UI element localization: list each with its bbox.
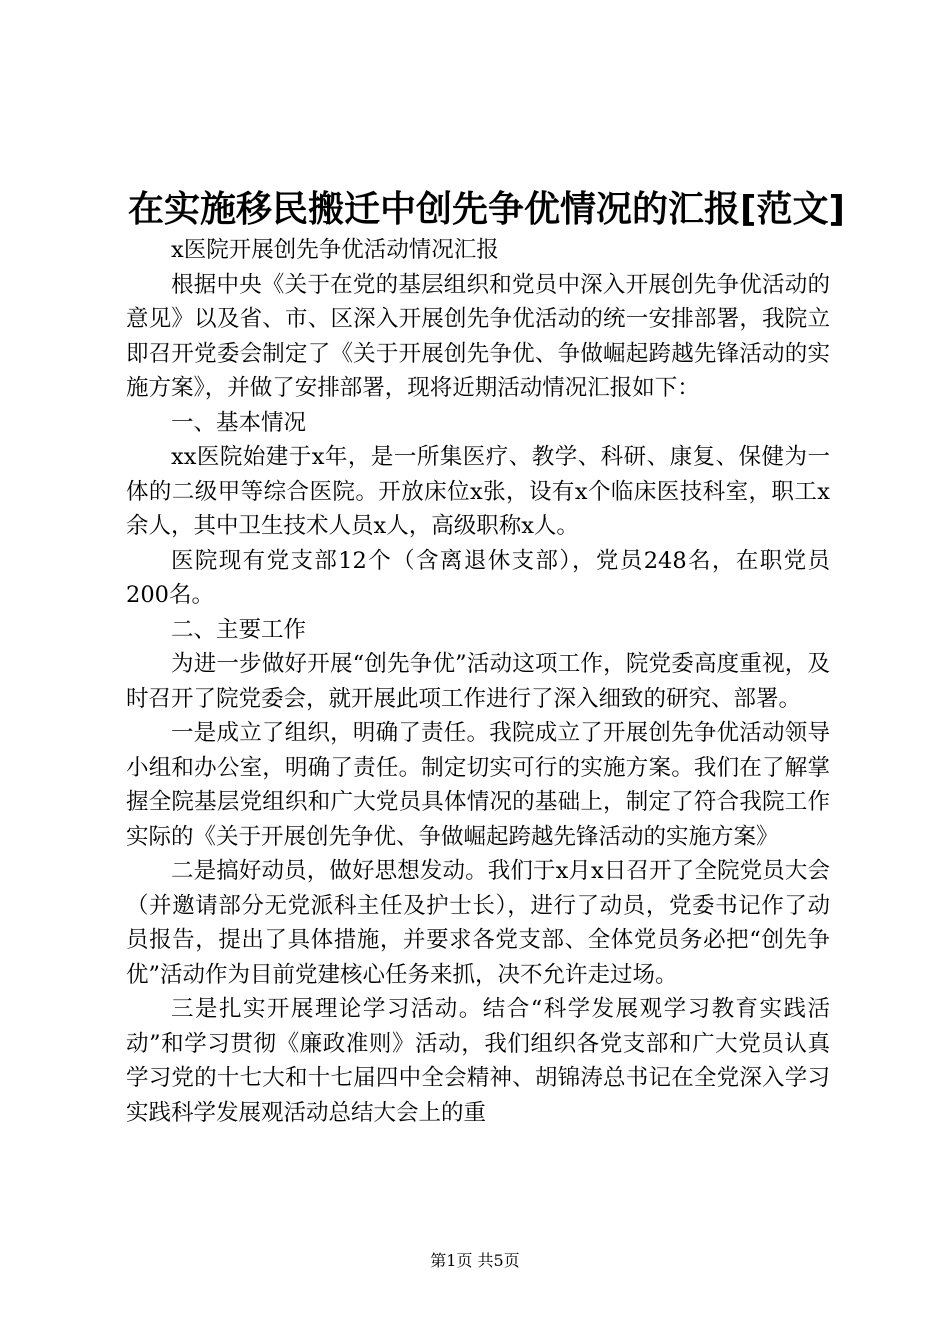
paragraph: 二是搞好动员，做好思想发动。我们于x月x日召开了全院党员大会（并邀请部分无党派科主任及护士长），进行了动员，党委书记作了动员报告，提出了具体措施，并要求各党支部、全体党员务必把“创先争优”活动作为目前党建核心任务来抓，决不允许走过场。 — [126, 858, 830, 988]
paragraph: 根据中央《关于在党的基层组织和党员中深入开展创先争优活动的意见》以及省、市、区深入开展创先争优活动的统一安排部署，我院立即召开党委会制定了《关于开展创先争优、争做崛起跨越先锋活动的实施方案》，并做了安排部署，现将近期活动情况汇报如下： — [126, 271, 830, 401]
page-footer: 第1页 共5页 — [430, 1251, 520, 1270]
document-body — [126, 233, 830, 1130]
document-title: 在实施移民搬迁中创先争优情况的汇报[范文] — [128, 189, 845, 230]
paragraph: 三是扎实开展理论学习活动。结合“科学发展观学习教育实践活动”和学习贯彻《廉政准则》活动，我们组织各党支部和广大党员认真学习党的十七大和十七届四中全会精神、胡锦涛总书记在全党深入学习实践科学发展观活动总结大会上的重 — [126, 996, 830, 1126]
section-heading: 一、基本情况 — [171, 409, 307, 436]
paragraph: 医院现有党支部12个（含离退休支部），党员248名，在职党员200名。 — [126, 547, 830, 608]
paragraph: 为进一步做好开展“创先争优”活动这项工作，院党委高度重视，及时召开了院党委会，就开展此项工作进行了深入细致的研究、部署。 — [126, 651, 830, 712]
paragraph: 一是成立了组织，明确了责任。我院成立了开展创先争优活动领导小组和办公室，明确了责任。制定切实可行的实施方案。我们在了解掌握全院基层党组织和广大党员具体情况的基础上，制定了符合我院工作实际的《关于开展创先争优、争做崛起跨越先锋活动的实施方案》 — [126, 720, 830, 850]
subtitle: x医院开展创先争优活动情况汇报 — [171, 237, 499, 263]
section-heading: 二、主要工作 — [171, 616, 307, 643]
paragraph: xx医院始建于x年，是一所集医疗、教学、科研、康复、保健为一体的二级甲等综合医院。开放床位x张，设有x个临床医技科室，职工x余人，其中卫生技术人员x人，高级职称x人。 — [126, 444, 830, 539]
